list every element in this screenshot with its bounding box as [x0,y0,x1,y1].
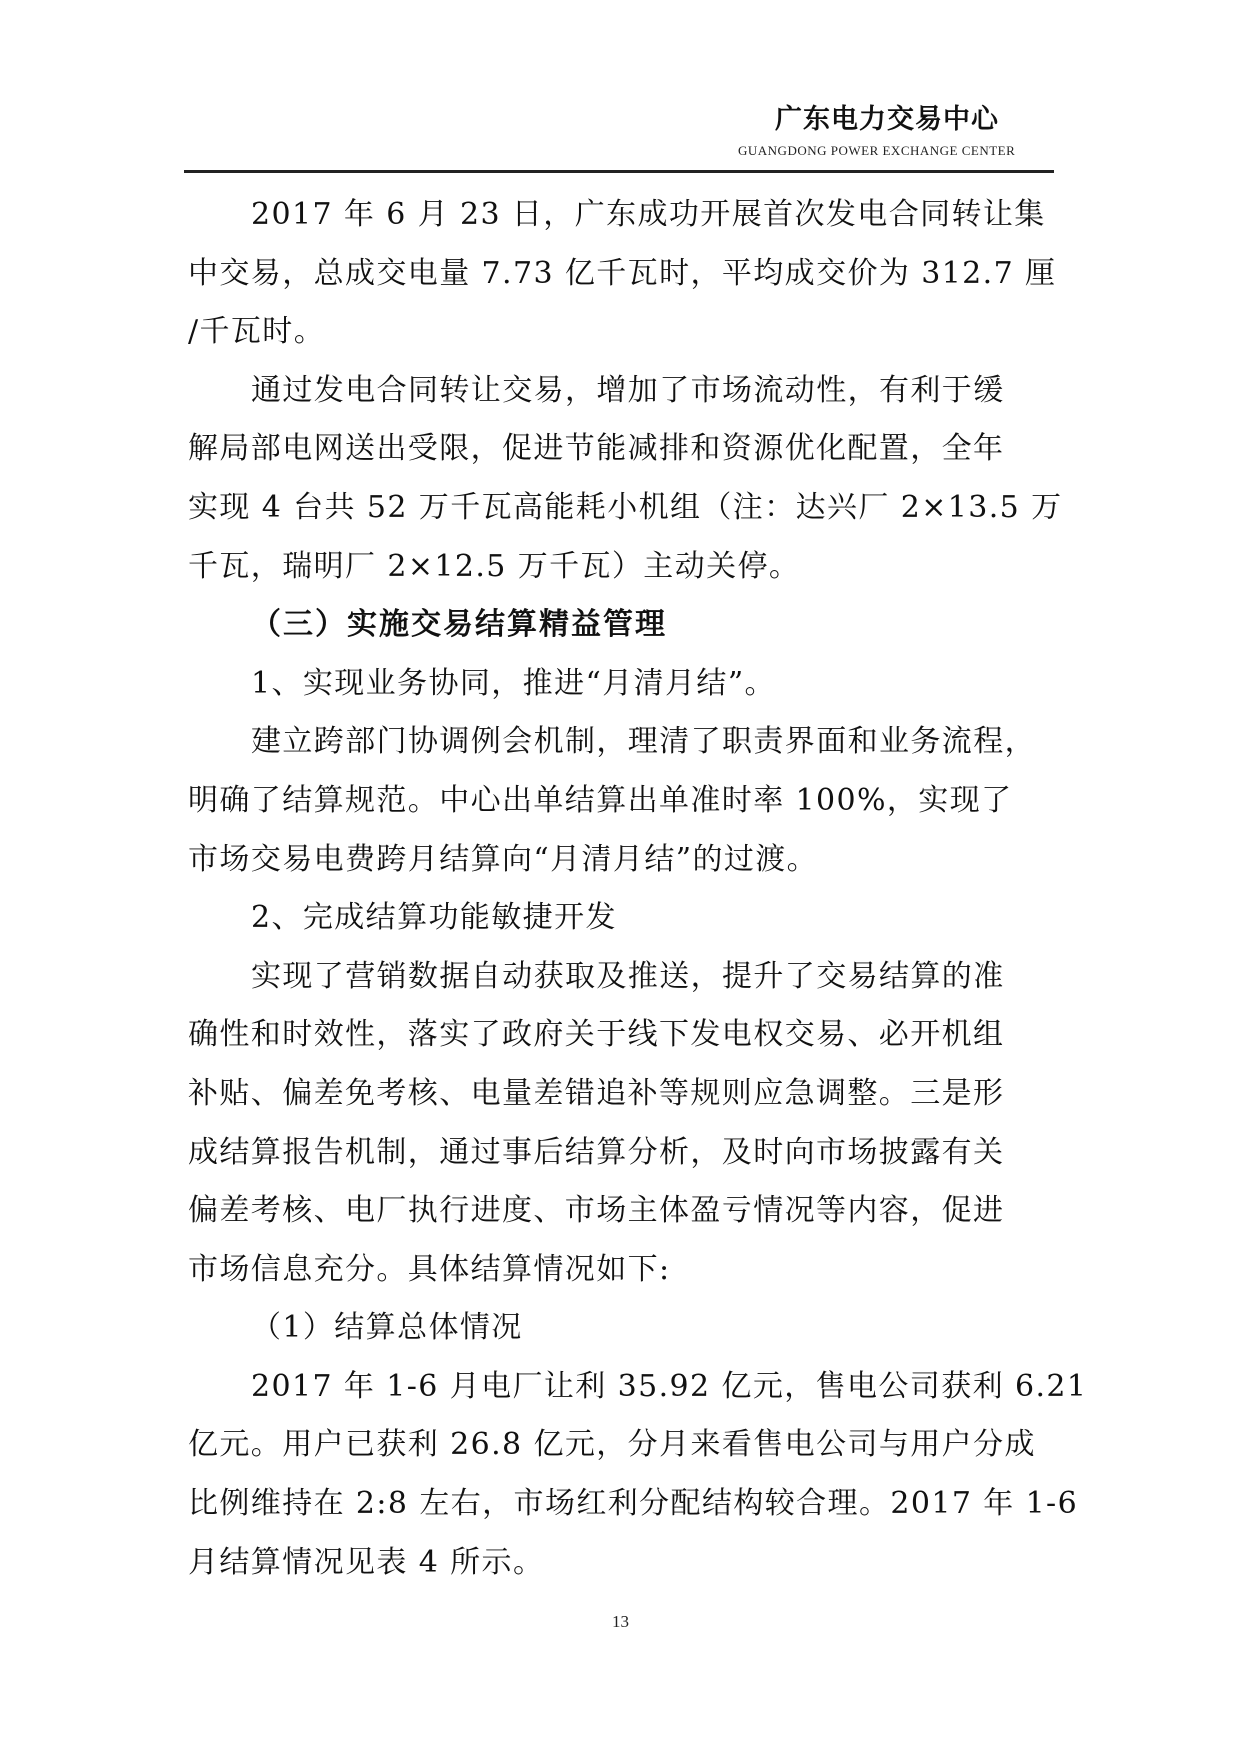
paragraph-line: 成结算报告机制，通过事后结算分析，及时向市场披露有关 [188,1134,1005,1170]
paragraph-line: 比例维持在 2:8 左右，市场红利分配结构较合理。2017 年 1-6 [188,1486,1079,1522]
paragraph-line: 通过发电合同转让交易，增加了市场流动性，有利于缓 [251,372,1005,408]
paragraph-line: /千瓦时。 [188,314,326,350]
paragraph-line: 2017 年 6 月 23 日，广东成功开展首次发电合同转让集 [251,197,1046,232]
subsection-heading: （1）结算总体情况 [251,1310,523,1346]
document-body [188,186,1088,1592]
organization-name: 广东电力交易中心 [775,104,999,135]
paragraph-line: 实现 4 台共 52 万千瓦高能耗小机组（注：达兴厂 2×13.5 万 [188,489,1063,525]
paragraph-line: 月结算情况见表 4 所示。 [188,1544,545,1580]
paragraph-line: 中交易，总成交电量 7.73 亿千瓦时，平均成交价为 312.7 厘 [188,255,1057,291]
subsection-heading: 1、实现业务协同，推进“月清月结”。 [251,665,776,701]
paragraph-line: 补贴、偏差免考核、电量差错追补等规则应急调整。三是形 [188,1075,1005,1111]
paragraph-line: 市场交易电费跨月结算向“月清月结”的过渡。 [188,841,819,877]
paragraph-line: 2017 年 1-6 月电厂让利 35.92 亿元，售电公司获利 6.21 [251,1368,1088,1404]
paragraph-line: 亿元。用户已获利 26.8 亿元，分月来看售电公司与用户分成 [188,1427,1036,1463]
paragraph-line: 明确了结算规范。中心出单结算出单准时率 100%，实现了 [188,782,1013,818]
header-divider [184,170,1054,173]
subsection-heading: 2、完成结算功能敏捷开发 [251,900,617,936]
page-number: 13 [612,1612,629,1631]
paragraph-line: 偏差考核、电厂执行进度、市场主体盈亏情况等内容，促进 [188,1193,1005,1229]
paragraph-line: 千瓦，瑞明厂 2×12.5 万千瓦）主动关停。 [188,548,801,584]
paragraph-line: 确性和时效性，落实了政府关于线下发电权交易、必开机组 [188,1017,1005,1053]
paragraph-line: 建立跨部门协调例会机制，理清了职责界面和业务流程， [251,724,1036,760]
paragraph-line: 实现了营销数据自动获取及推送，提升了交易结算的准 [251,958,1005,994]
organization-english-name: GUANGDONG POWER EXCHANGE CENTER [738,143,1016,158]
paragraph-line: 解局部电网送出受限，促进节能减排和资源优化配置，全年 [188,431,1005,467]
paragraph-line: 市场信息充分。具体结算情况如下: [188,1251,671,1287]
section-heading: （三）实施交易结算精益管理 [251,607,667,643]
